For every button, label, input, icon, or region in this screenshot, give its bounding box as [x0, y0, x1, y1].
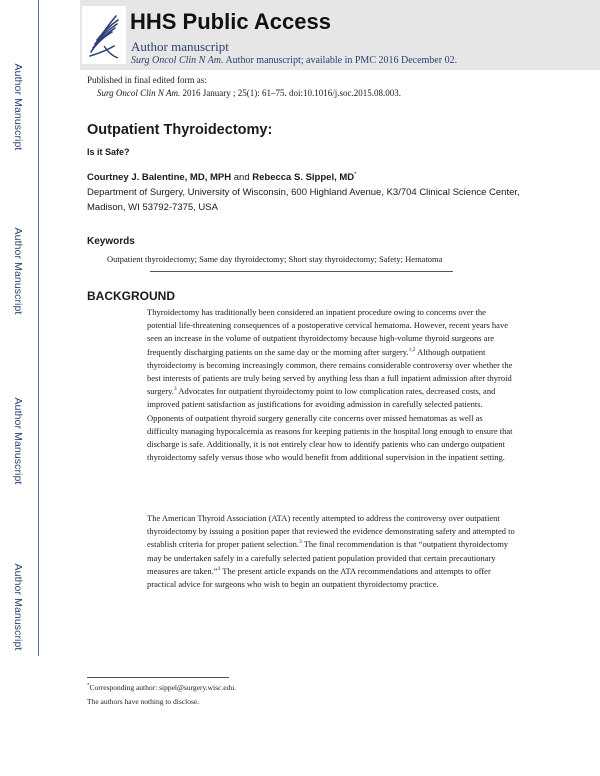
body-paragraph: Thyroidectomy has traditionally been considered an inpatient procedure owing to concerns over the potential life-threatening consequences of a postoperative cervical hematoma. However, recent years have seen an increase in the volume of outpatient thyroidectomy because high-volume thyroid surgeons are frequently discharging patients on the same day or the morning after surgery.$^{1,2}$ Although outpatient thyroidectomy is becoming increasingly common, there remains considerable controversy over whether the best interests of patients are truly being served by anything less than a full inpatient admission after thyroid surgery.$^3$ Advocates for outpatient thyroidectomy point to low complication rates, decreased costs, and improved patient satisfaction as justifications for avoiding admission in carefully selected patients. Opponents of outpatient thyroid surgery generally cite concerns over missed hematomas as well as difficulty managing hypocalcemia as reasons for keeping patients in the hospital long enough to ensure that discharge is safe. Additionally, it is not entirely clear how to identify patients who can undergo outpatient thyroidectomy safely versus those who would benefit from additional supervision in the inpatient setting. — [147, 307, 513, 463]
sidebar-label: Author Manuscript — [12, 397, 24, 485]
article-title: Outpatient Thyroidectomy: — [87, 122, 273, 138]
footnote-disclosure: The authors have nothing to disclose. — [87, 697, 200, 706]
sidebar-label: Author Manuscript — [12, 63, 24, 151]
sidebar-label: Author Manuscript — [12, 227, 24, 315]
affiliation: Department of Surgery, University of Wisconsin, 600 Highland Avenue, K3/704 Clinical Science Center, Madison, WI 53792-7375, USA — [87, 187, 520, 213]
section-heading-background: BACKGROUND — [87, 289, 175, 303]
citation-ref: 3 — [173, 386, 177, 393]
header-title: HHS Public Access — [130, 9, 331, 34]
footnote-divider — [87, 677, 229, 678]
sidebar-rule — [38, 0, 39, 656]
sidebar-label: Author Manuscript — [12, 563, 24, 651]
author-connector: and — [231, 172, 253, 183]
article-subtitle: Is it Safe? — [87, 147, 130, 157]
citation-details: 2016 January ; 25(1): 61–75. doi:10.1016/j.soc.2015.08.003. — [180, 88, 401, 98]
corresponding-mark: * — [354, 171, 357, 178]
author-name: Courtney J. Balentine, MD, MPH — [87, 172, 232, 183]
citation-ref: 3 — [217, 565, 221, 572]
author-manuscript-label: Author manuscript — [131, 39, 229, 54]
citation-journal: Surg Oncol Clin N Am. — [97, 88, 181, 98]
footnote-corresponding: *Corresponding author: sippel@surgery.wisc.edu. — [87, 683, 236, 692]
keywords-heading: Keywords — [87, 236, 135, 247]
keywords-list: Outpatient thyroidectomy; Same day thyroidectomy; Short stay thyroidectomy; Safety; Hematoma — [107, 254, 443, 264]
body-paragraph: The American Thyroid Association (ATA) recently attempted to address the controversy over outpatient thyroidectomy by issuing a position paper that reviewed the evidence demonstrating safety and attempted to establish criteria for proper patient selection.$^3$ The final recommendation is that “outpatient thyroidectomy may be undertaken safely in a carefully selected patient population provided that certain precautionary measures are taken.”$^3$ The present article expands on the ATA recommendations and attempts to offer practical advice for surgeons who wish to begin an outpatient thyroidectomy practice. — [147, 513, 515, 590]
citation-ref: 3 — [299, 539, 302, 546]
hhs-eagle-icon — [82, 6, 126, 64]
author-name: Rebecca S. Sippel, MD — [252, 172, 355, 183]
citation-ref: 1,2 — [408, 346, 416, 353]
keywords-divider — [150, 271, 453, 272]
author-list — [87, 172, 357, 184]
journal-abbrev: Surg Oncol Clin N Am. — [131, 55, 224, 66]
availability-line — [131, 55, 457, 67]
citation-line — [97, 88, 401, 99]
availability-text: Author manuscript; available in PMC 2016 December 02. — [223, 55, 458, 66]
published-in-label: Published in final edited form as: — [87, 75, 207, 85]
